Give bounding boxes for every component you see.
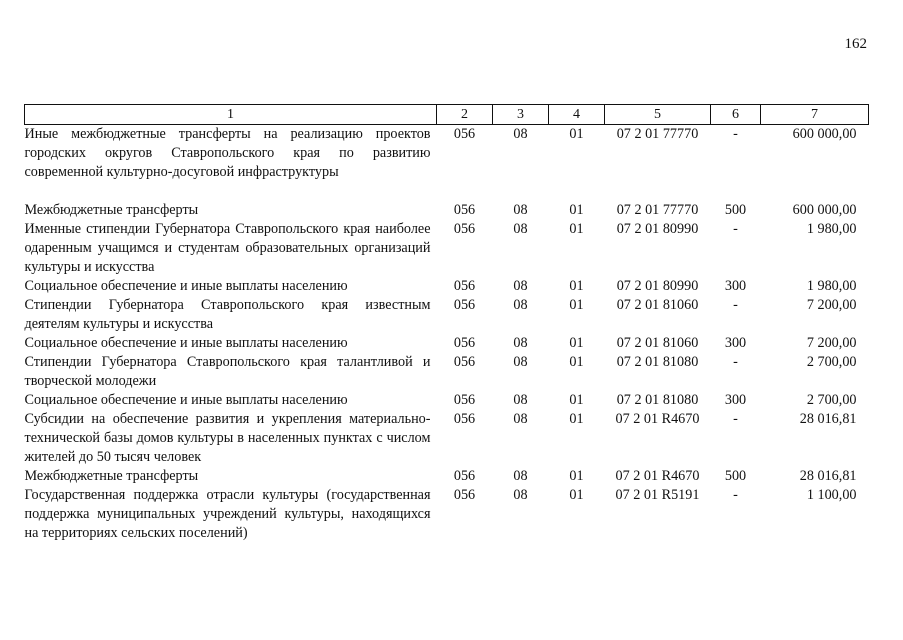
table-row — [25, 353, 869, 391]
cell-col2: 056 — [453, 487, 476, 503]
row-description: Иные межбюджетные трансферты на реализацию проектов городских округов Ставропольского края по развитию современной культурно-досуговой инфраструктуры — [24, 126, 431, 180]
cell-col6: - — [733, 411, 738, 427]
cell-col5: 07 2 01 R4670 — [615, 468, 700, 484]
cell-col4: 01 — [569, 354, 584, 370]
cell-col4: 01 — [569, 335, 584, 351]
row-description: Стипендии Губернатора Ставропольского края известным деятелям культуры и искусства — [24, 297, 431, 332]
spacer-row — [25, 182, 869, 201]
row-description: Межбюджетные трансферты — [24, 202, 199, 218]
cell-col4: 01 — [569, 221, 584, 237]
table-row — [25, 220, 869, 277]
cell-col3: 08 — [513, 392, 528, 408]
table-row — [25, 201, 869, 220]
cell-col6: 500 — [724, 202, 747, 218]
cell-col3: 08 — [513, 411, 528, 427]
cell-col6: 300 — [724, 335, 747, 351]
row-description: Стипендии Губернатора Ставропольского края талантливой и творческой молодежи — [24, 354, 431, 389]
cell-col7: 28 016,81 — [799, 468, 857, 484]
cell-col4: 01 — [569, 392, 584, 408]
cell-col7: 600 000,00 — [792, 202, 857, 218]
column-header: 1 — [25, 105, 437, 125]
table-header-row — [25, 105, 869, 125]
cell-col7: 1 980,00 — [806, 278, 857, 294]
cell-col2: 056 — [453, 202, 476, 218]
cell-col4: 01 — [569, 278, 584, 294]
table-row — [25, 391, 869, 410]
table-row — [25, 410, 869, 467]
cell-col7: 2 700,00 — [806, 354, 857, 370]
cell-col5: 07 2 01 81060 — [616, 297, 699, 313]
cell-col6: - — [733, 487, 738, 503]
cell-col7: 2 700,00 — [806, 392, 857, 408]
row-description: Социальное обеспечение и иные выплаты населению — [24, 335, 348, 351]
cell-col4: 01 — [569, 411, 584, 427]
cell-col7: 600 000,00 — [792, 126, 857, 142]
cell-col5: 07 2 01 77770 — [616, 202, 699, 218]
row-description: Именные стипендии Губернатора Ставропольского края наиболее одаренным учащимся и студентам образовательных организаций культуры и искусства — [24, 221, 431, 275]
cell-col2: 056 — [453, 221, 476, 237]
cell-col6: 300 — [724, 392, 747, 408]
table-row — [25, 334, 869, 353]
column-header: 7 — [761, 105, 869, 125]
table-row — [25, 296, 869, 334]
cell-col7: 28 016,81 — [799, 411, 857, 427]
cell-col6: - — [733, 126, 738, 142]
table-row — [25, 125, 869, 183]
column-header: 3 — [493, 105, 549, 125]
cell-col6: 300 — [724, 278, 747, 294]
cell-col4: 01 — [569, 468, 584, 484]
cell-col3: 08 — [513, 487, 528, 503]
page-number: 162 — [844, 36, 867, 52]
cell-col3: 08 — [513, 221, 528, 237]
cell-col4: 01 — [569, 126, 584, 142]
cell-col5: 07 2 01 R5191 — [615, 487, 700, 503]
cell-col5: 07 2 01 81080 — [616, 354, 699, 370]
cell-col3: 08 — [513, 278, 528, 294]
cell-col7: 7 200,00 — [806, 335, 857, 351]
cell-col4: 01 — [569, 202, 584, 218]
cell-col2: 056 — [453, 335, 476, 351]
row-description: Субсидии на обеспечение развития и укрепления материально-технической базы домов культуры в населенных пунктах с числом жителей до 50 тысяч человек — [24, 411, 431, 465]
cell-col6: - — [733, 354, 738, 370]
table-row — [25, 277, 869, 296]
cell-col2: 056 — [453, 392, 476, 408]
cell-col6: 500 — [724, 468, 747, 484]
cell-col3: 08 — [513, 126, 528, 142]
table-row — [25, 486, 869, 543]
column-header: 2 — [437, 105, 493, 125]
cell-col3: 08 — [513, 335, 528, 351]
cell-col5: 07 2 01 81060 — [616, 335, 699, 351]
cell-col6: - — [733, 221, 738, 237]
cell-col4: 01 — [569, 297, 584, 313]
cell-col4: 01 — [569, 487, 584, 503]
cell-col2: 056 — [453, 468, 476, 484]
cell-col3: 08 — [513, 297, 528, 313]
column-header: 5 — [605, 105, 711, 125]
column-header: 4 — [549, 105, 605, 125]
cell-col2: 056 — [453, 278, 476, 294]
cell-col2: 056 — [453, 126, 476, 142]
cell-col7: 1 980,00 — [806, 221, 857, 237]
column-header: 6 — [711, 105, 761, 125]
budget-table — [24, 104, 869, 543]
cell-col7: 1 100,00 — [806, 487, 857, 503]
row-description: Социальное обеспечение и иные выплаты населению — [24, 278, 348, 294]
cell-col3: 08 — [513, 202, 528, 218]
cell-col3: 08 — [513, 354, 528, 370]
cell-col2: 056 — [453, 354, 476, 370]
cell-col5: 07 2 01 81080 — [616, 392, 699, 408]
cell-col5: 07 2 01 80990 — [616, 221, 699, 237]
cell-col5: 07 2 01 R4670 — [615, 411, 700, 427]
cell-col2: 056 — [453, 411, 476, 427]
cell-col5: 07 2 01 80990 — [616, 278, 699, 294]
row-description: Социальное обеспечение и иные выплаты населению — [24, 392, 348, 408]
cell-col5: 07 2 01 77770 — [616, 126, 699, 142]
cell-col7: 7 200,00 — [806, 297, 857, 313]
cell-col2: 056 — [453, 297, 476, 313]
row-description: Государственная поддержка отрасли культуры (государственная поддержка муниципальных учреждений культуры, находящихся на территориях сельских поселений) — [24, 487, 431, 541]
cell-col6: - — [733, 297, 738, 313]
cell-col3: 08 — [513, 468, 528, 484]
table-row — [25, 467, 869, 486]
row-description: Межбюджетные трансферты — [24, 468, 199, 484]
